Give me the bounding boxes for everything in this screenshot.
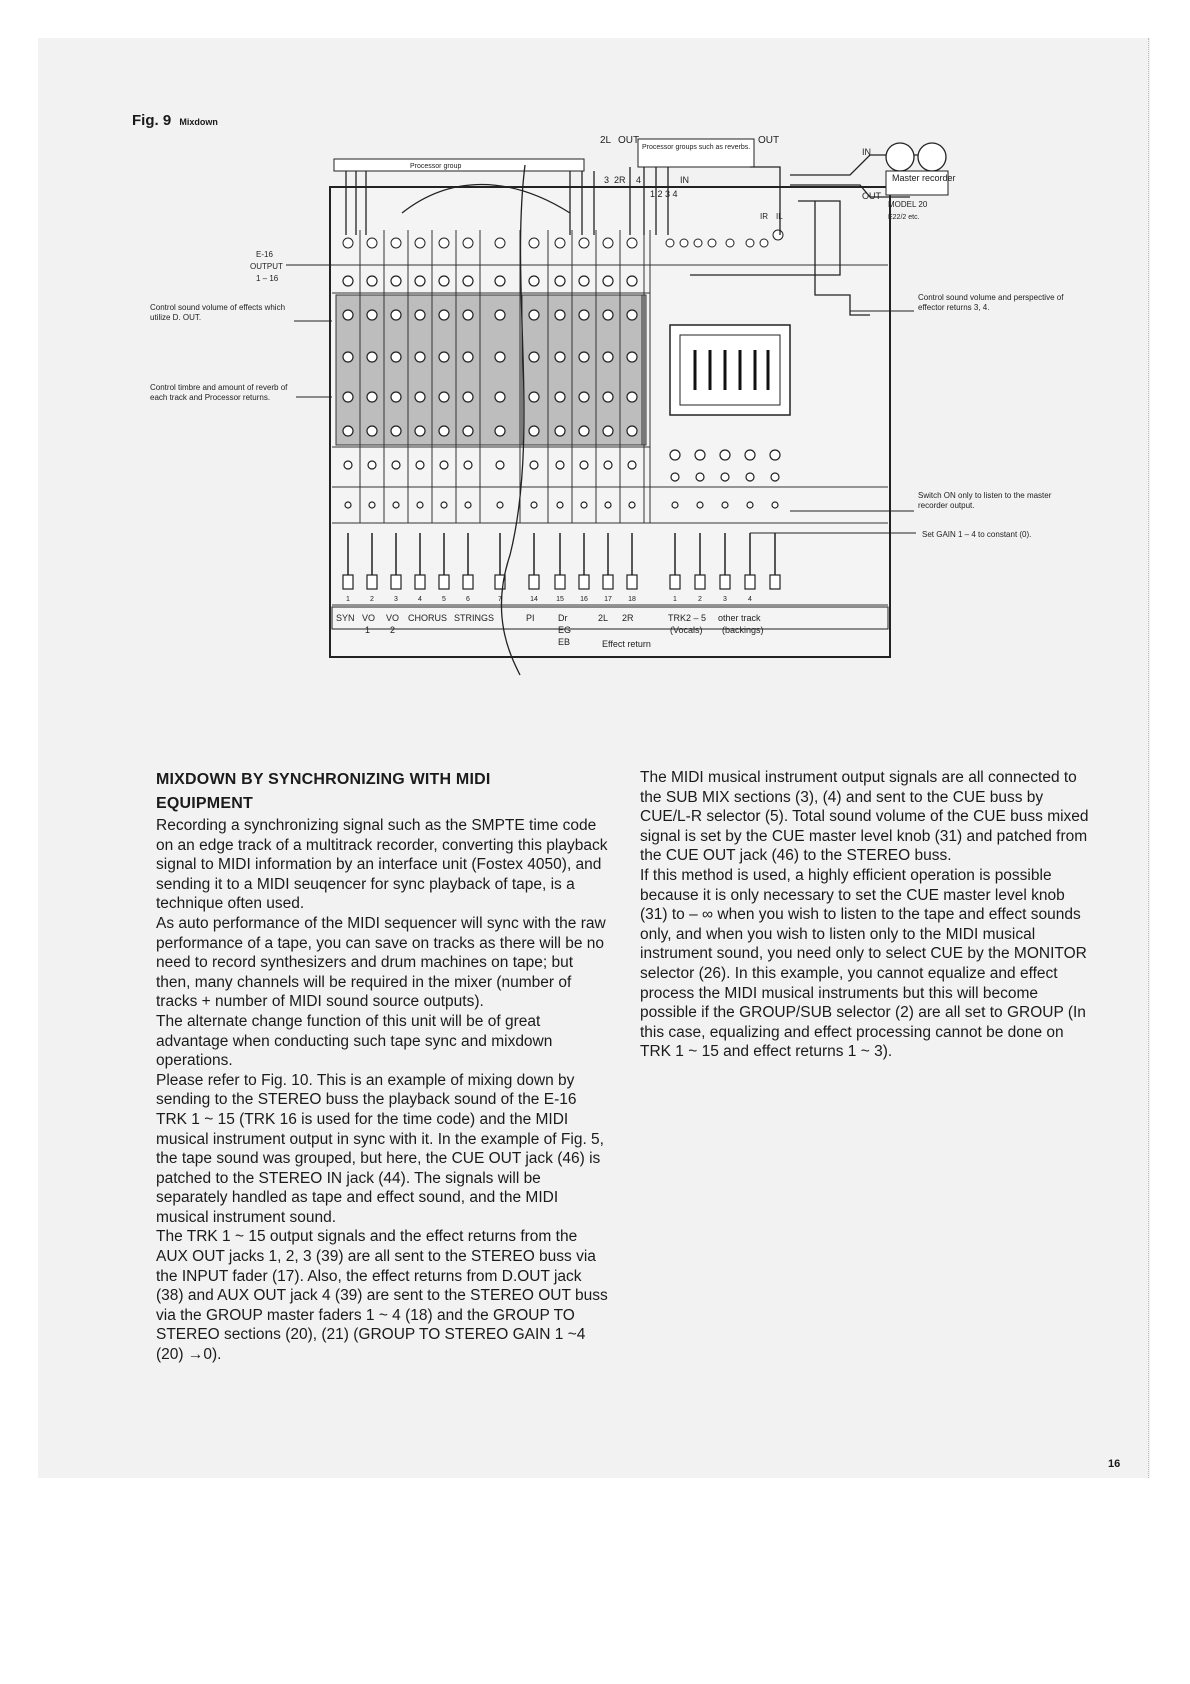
in-label: IN xyxy=(680,175,689,185)
fader-number: 7 xyxy=(498,596,502,603)
callout-right-3: Set GAIN 1 – 4 to constant (0). xyxy=(922,530,1032,539)
label-effect-return: Effect return xyxy=(602,639,651,649)
figure-number: Fig. 9 xyxy=(132,112,172,129)
fader-number: 2 xyxy=(370,596,374,603)
r4: 4 xyxy=(636,175,642,185)
section-heading xyxy=(156,768,611,816)
mixer-diagram xyxy=(150,135,1110,735)
left-column xyxy=(156,768,611,1365)
master-recorder-label: Master recorder xyxy=(892,173,956,183)
callout-right-2-box xyxy=(918,491,1068,519)
figure-title xyxy=(132,112,218,129)
label-vo2-sub: 2 xyxy=(390,625,396,635)
label-pi: PI xyxy=(526,613,535,623)
output-label: OUTPUT xyxy=(250,262,283,271)
fader-number: 16 xyxy=(580,596,588,603)
reel-right-icon xyxy=(918,143,946,171)
paragraph: As auto performance of the MIDI sequencer will sync with the raw performance of a tape, you can save on tracks as there will be no need to record synthesizers and drum machines on tape; but then, many channels will be required in the mixer (number of tracks + number of MIDI sound source outputs). xyxy=(156,914,606,1011)
label-vocals: (Vocals) xyxy=(670,625,703,635)
label-chorus: CHORUS xyxy=(408,613,448,623)
paragraph: The TRK 1 ~ 15 output signals and the effect returns from the AUX OUT jacks 1, 2, 3 (39) are all sent to the STEREO buss via the INPUT fader (17). Also, the effect returns from D.OUT jack (38) and AUX OUT jack 4 (39) are sent to the STEREO OUT buss via the GROUP master faders 1 ~ 4 (18) and the GROUP TO STEREO sections (20), (21) (GROUP TO STEREO GAIN 1 ~4 (20) →0). xyxy=(156,1228,608,1364)
label-2l: 2L xyxy=(598,613,609,623)
processor-group-label: Processor group xyxy=(410,163,462,170)
callout-left-1: Control sound volume of effects which utilize D. OUT. xyxy=(150,303,286,322)
model-label: MODEL 20 xyxy=(888,200,928,209)
out-right: OUT xyxy=(862,191,881,201)
group-number: 3 xyxy=(723,596,727,603)
label-syn: SYN xyxy=(336,613,355,623)
in-right: IN xyxy=(862,147,871,157)
paragraph: Please refer to Fig. 10. This is an example of mixing down by sending to the STEREO buss the playback sound of the E-16 TRK 1 ~ 15 (TRK 16 is used for the time code) and the MIDI musical instrument output in sync with it. In the example of Fig. 5, the tape sound was grouped, but here, the CUE OUT jack (46) is patched to the STEREO IN jack (44). The signals will be separately handled as tape and effect sound, and the MIDI musical instrument sound. xyxy=(156,1071,604,1226)
figure-subtitle: Mixdown xyxy=(179,117,218,127)
out-top-2: OUT xyxy=(758,135,780,146)
page-edge xyxy=(1148,38,1151,1478)
fader-number: 18 xyxy=(628,596,636,603)
fader-number: 17 xyxy=(604,596,612,603)
label-eg: EG xyxy=(558,625,572,635)
fader-number: 6 xyxy=(466,596,470,603)
label-other-track: other track xyxy=(718,613,761,623)
group-number: 2 xyxy=(698,596,702,603)
callout-right-2: Switch ON only to listen to the master recorder output. xyxy=(918,491,1052,510)
callout-left-2: Control timbre and amount of reverb of each track and Processor returns. xyxy=(150,383,288,402)
fader-number: 14 xyxy=(530,596,538,603)
label-2r: 2R xyxy=(622,613,634,623)
page-number: 16 xyxy=(1108,1458,1121,1470)
fader-number: 5 xyxy=(442,596,446,603)
group-number: 1 xyxy=(673,596,677,603)
out-top: OUT xyxy=(618,135,640,146)
label-trk: TRK2 – 5 xyxy=(668,613,707,623)
callout-right-1: Control sound volume and perspective of effector returns 3, 4. xyxy=(918,293,1064,312)
heading-line-1: MIXDOWN BY SYNCHRONIZING WITH MIDI xyxy=(156,771,491,788)
label-vo1: VO xyxy=(362,613,376,623)
group-number: 4 xyxy=(748,596,752,603)
label-eb: EB xyxy=(558,637,571,647)
nums-1234: 1 2 3 4 xyxy=(650,189,678,199)
paragraph: If this method is used, a highly efficient operation is possible because it is only necessary to set the CUE master level knob (31) to – ∞ when you wish to listen to the tape and effect sounds only, and when you wish to listen only to the MIDI musical instrument sound, you need only to select CUE by the MONITOR selector (26). In this example, you cannot equalize and effect process the MIDI musical instruments but this will become possible if the GROUP/SUB selector (2) are all set to GROUP (In this case, equalizing and effect processing cannot be done on TRK 1 ~ 15 and effect returns 1 ~ 3). xyxy=(640,866,1087,1061)
fader-number: 4 xyxy=(418,596,422,603)
fader-number: 1 xyxy=(346,596,350,603)
ir-label: IR xyxy=(760,212,768,221)
callout-left-1-box xyxy=(150,303,290,343)
callout-left-2-box xyxy=(150,383,290,423)
r3: 3 xyxy=(604,175,610,185)
output-range-label: 1 – 16 xyxy=(256,274,279,283)
label-dr: Dr xyxy=(558,613,568,623)
e16-label: E-16 xyxy=(256,250,273,259)
label-vo2: VO xyxy=(386,613,400,623)
out-2l: 2L xyxy=(600,135,612,146)
right-column xyxy=(640,768,1095,1062)
paragraph: The MIDI musical instrument output signals are all connected to the SUB MIX sections (3), (4) and sent to the CUE buss by CUE/L-R selector (5). Total sound volume of the CUE buss mixed signal is set by the CUE master level knob (31) and patched from the CUE OUT jack (46) to the STEREO buss. xyxy=(640,769,1089,865)
callout-right-1-box xyxy=(918,293,1068,335)
label-vo1-sub: 1 xyxy=(365,625,371,635)
paragraph: Recording a synchronizing signal such as the SMPTE time code on an edge track of a multitrack recorder, converting this playback signal to MIDI information by an interface unit (Fostex 4050), and sending it to a MIDI seuqencer for sync playback of tape, is a technique often used. xyxy=(156,817,608,913)
paragraph: The alternate change function of this unit will be of great advantage when conducting such tape sync and mixdown operations. xyxy=(156,1012,553,1070)
reel-left-icon xyxy=(886,143,914,171)
fader-number: 3 xyxy=(394,596,398,603)
label-strings: STRINGS xyxy=(454,613,495,623)
il-label: IL xyxy=(776,212,783,221)
e22-label: E22/2 etc. xyxy=(888,214,920,221)
fader-number: 15 xyxy=(556,596,564,603)
r2r: 2R xyxy=(614,175,626,185)
processor-groups-label: Processor groups such as reverbs. xyxy=(642,144,751,151)
label-backings: (backings) xyxy=(722,625,764,635)
heading-line-2: EQUIPMENT xyxy=(156,795,253,812)
